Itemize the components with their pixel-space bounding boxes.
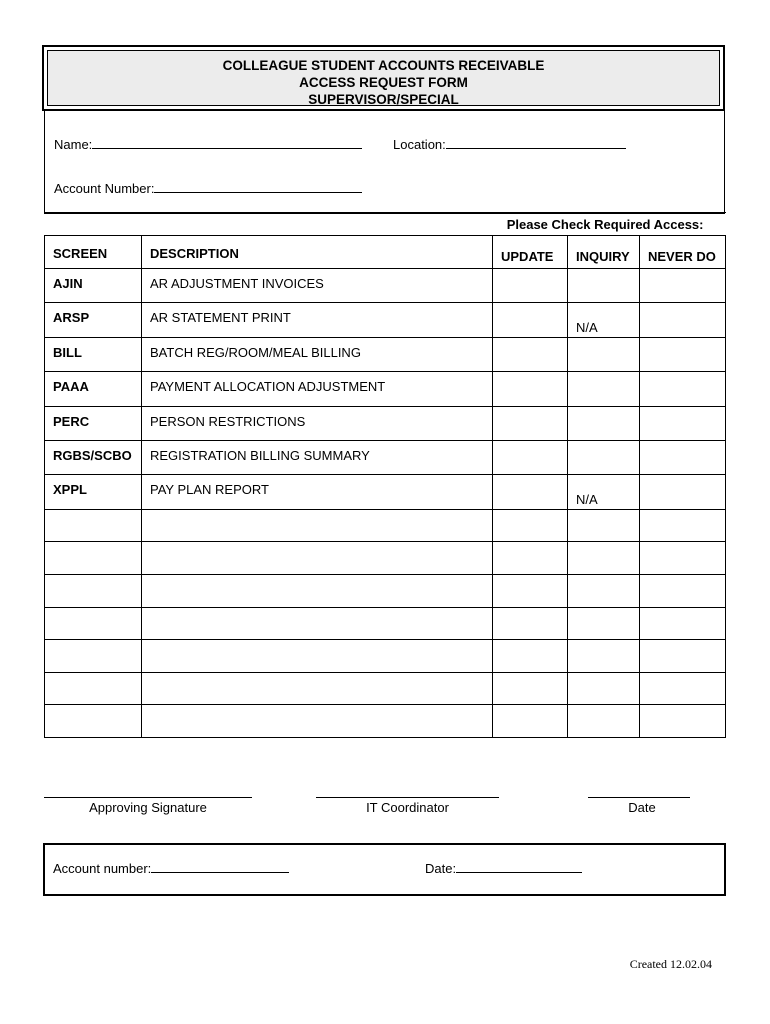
never-do-checkbox-cell[interactable] — [640, 672, 726, 705]
update-checkbox-cell[interactable] — [493, 475, 568, 509]
update-header: UPDATE — [493, 236, 568, 269]
office-date-input-line[interactable] — [456, 861, 582, 873]
blank-table-row — [45, 574, 726, 607]
approving-signature-line[interactable] — [44, 797, 252, 798]
screen-header: SCREEN — [45, 236, 142, 269]
table-row — [45, 406, 726, 440]
blank-screen-cell[interactable] — [45, 640, 142, 673]
update-checkbox-cell[interactable] — [493, 705, 568, 738]
update-checkbox-cell[interactable] — [493, 372, 568, 406]
inquiry-na-label: N/A — [576, 320, 598, 336]
date-label: Date — [628, 800, 656, 815]
update-checkbox-cell[interactable] — [493, 509, 568, 542]
update-checkbox-cell[interactable] — [493, 406, 568, 440]
inquiry-value — [576, 379, 639, 389]
title-line-1: COLLEAGUE STUDENT ACCOUNTS RECEIVABLE — [222, 58, 545, 73]
name-field[interactable] — [54, 137, 362, 152]
inquiry-value — [576, 448, 639, 458]
check-required-access-title: Please Check Required Access: — [45, 213, 726, 236]
never-do-checkbox-cell[interactable] — [640, 607, 726, 640]
update-checkbox-cell[interactable] — [493, 269, 568, 303]
account-number-field[interactable] — [54, 181, 362, 196]
name-input-line[interactable] — [92, 137, 362, 149]
blank-description-cell[interactable] — [142, 542, 493, 575]
blank-screen-cell[interactable] — [45, 705, 142, 738]
office-account-number-label: Account number: — [53, 861, 152, 876]
table-row — [45, 372, 726, 406]
inquiry-value — [576, 414, 639, 424]
blank-description-cell[interactable] — [142, 607, 493, 640]
inquiry-checkbox-cell[interactable] — [568, 509, 640, 542]
approving-signature-label: Approving Signature — [89, 800, 207, 815]
inquiry-value — [576, 345, 639, 355]
update-checkbox-cell[interactable] — [493, 672, 568, 705]
blank-screen-cell[interactable] — [45, 574, 142, 607]
date-signature-line[interactable] — [588, 797, 690, 798]
screen-code: XPPL — [45, 475, 142, 509]
screen-code: ARSP — [45, 303, 142, 337]
inquiry-checkbox-cell[interactable] — [568, 672, 640, 705]
never-do-checkbox-cell[interactable] — [640, 475, 726, 509]
access-table — [44, 212, 726, 738]
update-checkbox-cell[interactable] — [493, 303, 568, 337]
screen-description: AR ADJUSTMENT INVOICES — [142, 269, 493, 303]
form-title-box — [42, 45, 725, 111]
update-checkbox-cell[interactable] — [493, 337, 568, 371]
screen-description: BATCH REG/ROOM/MEAL BILLING — [142, 337, 493, 371]
screen-code: BILL — [45, 337, 142, 371]
office-date-field[interactable] — [425, 861, 582, 876]
blank-screen-cell[interactable] — [45, 607, 142, 640]
screen-code: AJIN — [45, 269, 142, 303]
never-do-checkbox-cell[interactable] — [640, 337, 726, 371]
screen-description: REGISTRATION BILLING SUMMARY — [142, 440, 493, 474]
inquiry-checkbox-cell — [568, 475, 640, 509]
table-row — [45, 440, 726, 474]
never-do-checkbox-cell[interactable] — [640, 705, 726, 738]
never-do-checkbox-cell[interactable] — [640, 542, 726, 575]
never-do-checkbox-cell[interactable] — [640, 574, 726, 607]
screen-description: PERSON RESTRICTIONS — [142, 406, 493, 440]
table-row — [45, 475, 726, 509]
blank-table-row — [45, 640, 726, 673]
description-header: DESCRIPTION — [142, 236, 493, 269]
inquiry-checkbox-cell[interactable] — [568, 440, 640, 474]
inquiry-checkbox-cell[interactable] — [568, 269, 640, 303]
inquiry-checkbox-cell[interactable] — [568, 640, 640, 673]
it-coordinator-label: IT Coordinator — [366, 800, 449, 815]
inquiry-checkbox-cell — [568, 303, 640, 337]
table-row — [45, 337, 726, 371]
blank-table-row — [45, 607, 726, 640]
inquiry-value — [576, 276, 639, 286]
blank-screen-cell[interactable] — [45, 509, 142, 542]
office-date-label: Date: — [425, 861, 457, 876]
update-checkbox-cell[interactable] — [493, 542, 568, 575]
inquiry-checkbox-cell[interactable] — [568, 705, 640, 738]
inquiry-checkbox-cell[interactable] — [568, 372, 640, 406]
update-checkbox-cell[interactable] — [493, 440, 568, 474]
inquiry-checkbox-cell[interactable] — [568, 542, 640, 575]
screen-code: PERC — [45, 406, 142, 440]
table-row — [45, 269, 726, 303]
screen-code: PAAA — [45, 372, 142, 406]
location-field[interactable] — [393, 137, 626, 152]
blank-table-row — [45, 542, 726, 575]
check-title-row — [45, 213, 726, 236]
account-number-input-line[interactable] — [154, 181, 362, 193]
account-number-label: Account Number: — [54, 181, 155, 196]
update-checkbox-cell[interactable] — [493, 640, 568, 673]
blank-description-cell[interactable] — [142, 574, 493, 607]
never-do-checkbox-cell[interactable] — [640, 509, 726, 542]
never-do-checkbox-cell[interactable] — [640, 640, 726, 673]
never-do-checkbox-cell[interactable] — [640, 440, 726, 474]
location-label: Location: — [393, 137, 446, 152]
screen-code: RGBS/SCBO — [45, 440, 142, 474]
inquiry-checkbox-cell[interactable] — [568, 406, 640, 440]
inquiry-na-label: N/A — [576, 492, 598, 508]
never-do-checkbox-cell[interactable] — [640, 303, 726, 337]
never-do-checkbox-cell[interactable] — [640, 372, 726, 406]
inquiry-checkbox-cell[interactable] — [568, 337, 640, 371]
it-coordinator-signature-line[interactable] — [316, 797, 499, 798]
inquiry-checkbox-cell[interactable] — [568, 574, 640, 607]
blank-table-row — [45, 705, 726, 738]
blank-table-row — [45, 509, 726, 542]
title-line-2: ACCESS REQUEST FORM — [299, 75, 468, 90]
blank-description-cell[interactable] — [142, 640, 493, 673]
inquiry-checkbox-cell[interactable] — [568, 607, 640, 640]
blank-description-cell[interactable] — [142, 672, 493, 705]
never-do-header: NEVER DO — [640, 236, 726, 269]
form-title — [47, 50, 720, 106]
office-account-number-field[interactable] — [53, 861, 289, 876]
blank-description-cell[interactable] — [142, 705, 493, 738]
name-label: Name: — [54, 137, 93, 152]
inquiry-header: INQUIRY — [568, 236, 640, 269]
title-line-3: SUPERVISOR/SPECIAL — [308, 92, 459, 107]
never-do-checkbox-cell[interactable] — [640, 269, 726, 303]
table-row — [45, 303, 726, 337]
table-header-row — [45, 236, 726, 269]
created-date-note: Created 12.02.04 — [629, 957, 712, 971]
screen-description: PAY PLAN REPORT — [142, 475, 493, 509]
blank-screen-cell[interactable] — [45, 542, 142, 575]
never-do-checkbox-cell[interactable] — [640, 406, 726, 440]
update-checkbox-cell[interactable] — [493, 607, 568, 640]
screen-description: PAYMENT ALLOCATION ADJUSTMENT — [142, 372, 493, 406]
blank-description-cell[interactable] — [142, 509, 493, 542]
blank-table-row — [45, 672, 726, 705]
blank-screen-cell[interactable] — [45, 672, 142, 705]
screen-description: AR STATEMENT PRINT — [142, 303, 493, 337]
office-account-number-input-line[interactable] — [151, 861, 289, 873]
requester-info-section — [44, 111, 725, 214]
location-input-line[interactable] — [446, 137, 626, 149]
update-checkbox-cell[interactable] — [493, 574, 568, 607]
